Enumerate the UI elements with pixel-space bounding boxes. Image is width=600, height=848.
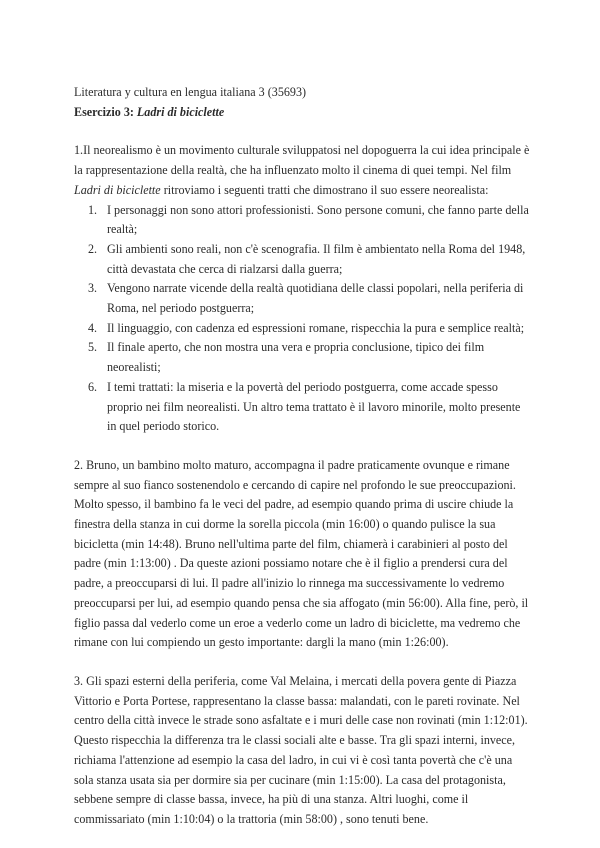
section-3-paragraph: 3. Gli spazi esterni della periferia, come Val Melaina, i mercati della povera gente di Piazza Vittorio e Porta Portese, rappresentano la classe bassa: malandati, con le pareti rovinate. Nel centro della città invece le strade sono asfaltate e i muri delle case non rovinati (min 1:12:01). Questo rispecchia la differenza tra le classi sociali alte e basse. Tra gli spazi interni, invece, richiama l'attenzione ad esempio la casa del ladro, in cui vi è così tanta povertà che c'è una sola stanza usata sia per dormire sia per cucinare (min 1:15:00). La casa del protagonista, sebbene sempre di classe bassa, invece, ha più di una stanza. Altri luoghi, come il commissariato (min 1:10:04) o la trattoria (min 58:00) , sono tenuti bene. bbox=[74, 673, 528, 826]
list-item-text: I temi trattati: la miseria e la povertà del periodo postguerra, come accade spesso proprio nei film neorealisti. Un altro tema trattato è il lavoro minorile, molto presente in quel periodo storico. bbox=[107, 379, 521, 434]
exercise-title bbox=[74, 103, 532, 123]
section-2-paragraph: 2. Bruno, un bambino molto maturo, accompagna il padre praticamente ovunque e rimane sempre al suo fianco sostenendolo e cercando di capire nel profondo le sue preoccupazioni. Molto spesso, il bambino fa le veci del padre, ad esempio quando prima di uscire chiude la finestra della stanza in cui dorme la sorella piccola (min 16:00) o quando pulisce la sua bicicletta (min 14:48). Bruno nell'ultima parte del film, chiamerà i carabinieri al posto del padre (min 1:13:00) . Da queste azioni possiamo notare che è il figlio a prendersi cura del padre, a preoccuparsi di lui. Il padre all'inizio lo rinnega ma successivamente lo vedremo preoccuparsi per lui, ad esempio quando pensa che sia affogato (min 56:00). Alla fine, però, il figlio passa dal vederlo come un eroe a vederlo come un ladro di biciclette, ma vedremo che rimane con lui compiendo un gesto importante: dargli la mano (min 1:26:00). bbox=[74, 457, 529, 650]
list-item-number: 3. bbox=[88, 281, 98, 296]
list-item-number: 2. bbox=[88, 241, 98, 256]
list-item bbox=[74, 338, 532, 377]
list-item-text: Gli ambienti sono reali, non c'è scenografia. Il film è ambientato nella Roma del 1948, città devastata che cerca di rialzarsi dalla guerra; bbox=[107, 241, 526, 276]
exercise-film-title: Ladri di biciclette bbox=[136, 104, 225, 119]
list-item-text: Vengono narrate vicende della realtà quotidiana delle classi popolari, nella periferia di Roma, nel periodo postguerra; bbox=[107, 281, 524, 316]
spacer bbox=[74, 122, 532, 141]
list-item-number: 5. bbox=[88, 340, 98, 355]
list-item bbox=[74, 279, 532, 318]
spacer bbox=[74, 437, 532, 456]
exercise-prefix: Esercizio 3: bbox=[74, 104, 137, 119]
list-item-text: Il finale aperto, che non mostra una vera e propria conclusione, tipico dei film neorealisti; bbox=[107, 340, 485, 375]
section-1-film-title: Ladri di biciclette bbox=[74, 182, 161, 197]
section-1-intro bbox=[74, 141, 532, 200]
list-item-number: 1. bbox=[88, 202, 98, 217]
list-item bbox=[74, 378, 532, 437]
list-item-number: 4. bbox=[88, 320, 98, 335]
section-1-intro-a: 1.Il neorealismo è un movimento culturale sviluppatosi nel dopoguerra la cui idea principale è la rappresentazione della realtà, che ha influenzato molto il cinema di quei tempi. Nel film bbox=[74, 143, 530, 178]
neorealism-traits-list bbox=[74, 201, 532, 437]
list-item-text: Il linguaggio, con cadenza ed espressioni romane, rispecchia la pura e semplice realtà; bbox=[107, 320, 525, 335]
document-body bbox=[74, 83, 532, 830]
list-item bbox=[74, 319, 532, 339]
section-1-intro-b: ritroviamo i seguenti tratti che dimostrano il suo essere neorealista: bbox=[160, 182, 489, 197]
list-item-text: I personaggi non sono attori professionisti. Sono persone comuni, che fanno parte della realtà; bbox=[107, 202, 529, 237]
list-item bbox=[74, 201, 532, 240]
list-item bbox=[74, 240, 532, 279]
spacer bbox=[74, 653, 532, 672]
course-title: Literatura y cultura en lengua italiana 3 (35693) bbox=[74, 85, 307, 99]
list-item-number: 6. bbox=[88, 379, 98, 394]
